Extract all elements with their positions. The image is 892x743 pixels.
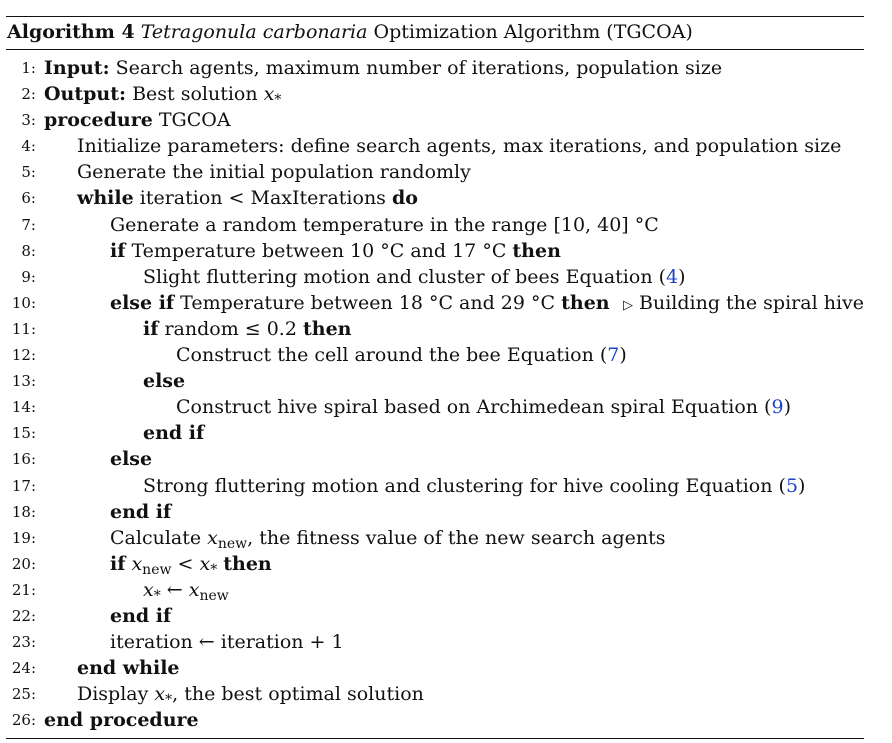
line-number: 17:: [11, 476, 36, 495]
line-number: 1:: [21, 59, 36, 77]
line-text: iteration ← iteration + 1: [110, 631, 344, 654]
line-number: 8:: [21, 241, 36, 260]
keyword: then: [561, 291, 610, 314]
algo-line: [6, 81, 864, 107]
line-number: 25:: [11, 685, 36, 704]
algo-line: [6, 290, 864, 316]
line-text: Temperature between 18 °C and 29 °C: [180, 291, 556, 314]
line-number: 5:: [21, 163, 36, 182]
algo-line: 14: Construct hive spiral based on Archimedean spiral Equation (9): [6, 394, 864, 420]
keyword: do: [391, 187, 418, 210]
line-text: Construct the cell around the bee Equation (: [176, 344, 608, 367]
algo-line: 19: Calculate $x_{new}$, the fitness value of the new search agents: [6, 525, 864, 551]
keyword: end if: [143, 422, 205, 445]
line-text: Slight fluttering motion and cluster of bees Equation (: [143, 265, 667, 288]
top-rule: [6, 16, 864, 17]
line-number: 4:: [21, 137, 36, 156]
caption-rule: [6, 49, 864, 50]
algorithm-name-italic: Tetragonula carbonaria: [140, 21, 368, 43]
line-text: iteration < MaxIterations: [139, 187, 386, 210]
keyword: else: [143, 370, 186, 393]
algo-line: [6, 159, 864, 185]
algo-line: [6, 603, 864, 629]
line-number: 14:: [11, 398, 36, 417]
keyword: else if: [110, 291, 175, 314]
keyword: procedure: [44, 109, 153, 132]
keyword: if: [110, 552, 126, 575]
line-number: 7:: [21, 215, 36, 234]
line-number: 18:: [11, 502, 36, 521]
line-number: 6:: [21, 189, 36, 208]
algo-line: [6, 185, 864, 211]
line-text: Strong fluttering motion and clustering for hive cooling Equation (: [143, 474, 786, 497]
line-number: 12:: [11, 346, 36, 365]
keyword: end procedure: [44, 709, 199, 732]
line-number: 23:: [11, 633, 36, 652]
line-number: 2:: [21, 85, 36, 104]
line-number: 20:: [11, 554, 36, 573]
algo-line: 25: Display $x_*$, the best optimal solution: [6, 681, 864, 707]
keyword: end if: [110, 500, 172, 523]
keyword: then: [302, 317, 352, 340]
algo-line: [6, 238, 864, 264]
keyword: end if: [110, 604, 172, 627]
equation-ref-link[interactable]: 4: [666, 265, 679, 288]
line-number: 22:: [11, 606, 36, 625]
keyword: Input:: [44, 57, 110, 79]
line-comment: ▷ Building the spiral hive: [622, 291, 864, 314]
line-text: TGCOA: [158, 109, 231, 132]
algo-line: [6, 707, 864, 733]
line-number: 3:: [21, 111, 36, 130]
keyword: end while: [77, 657, 180, 680]
algo-line: [6, 420, 864, 446]
keyword: if: [143, 317, 159, 340]
math-var: $x_*$: [143, 578, 161, 604]
equation-ref-link[interactable]: 7: [607, 344, 620, 367]
line-number: 19:: [11, 528, 36, 547]
equation-ref-link[interactable]: 9: [771, 396, 784, 419]
algo-line: [6, 551, 864, 577]
line-text: Generate a random temperature in the range [10, 40] °C: [110, 213, 659, 236]
line-text: Generate the initial population randomly: [77, 161, 471, 184]
algo-line: 12: Construct the cell around the bee Equation (7): [6, 342, 864, 368]
line-number: 15:: [11, 424, 36, 443]
line-text: Initialize parameters: define search agents, max iterations, and population size: [77, 135, 842, 158]
keyword: Output:: [44, 83, 127, 106]
keyword: else: [110, 448, 153, 471]
keyword: then: [512, 239, 561, 262]
algo-line: [6, 368, 864, 394]
math-var: $x_*$: [154, 683, 173, 709]
equation-ref-link[interactable]: 5: [785, 474, 799, 497]
algo-line: [6, 55, 864, 81]
algo-line: [6, 499, 864, 525]
algo-line: [6, 212, 864, 238]
line-text: Calculate: [110, 526, 202, 549]
math-operator: <: [177, 552, 194, 575]
line-number: 21:: [11, 580, 36, 599]
line-text: Display: [77, 683, 149, 706]
line-text: Construct hive spiral based on Archimedean spiral Equation (: [176, 396, 772, 419]
algo-line: [6, 107, 864, 133]
keyword: then: [223, 552, 272, 575]
algo-line: [6, 655, 864, 681]
algo-line: [6, 316, 864, 342]
algo-line: [6, 446, 864, 472]
line-number: 24:: [11, 659, 36, 678]
algo-line: [6, 133, 864, 159]
line-number: 10:: [11, 293, 36, 312]
keyword: while: [77, 187, 134, 210]
algorithm-name-rest: Optimization Algorithm (TGCOA): [373, 21, 693, 43]
math-var: $x_{new}$: [188, 578, 229, 604]
line-number: 16:: [11, 450, 36, 469]
line-text: Temperature between 10 °C and 17 °C: [131, 239, 507, 262]
algorithm-lines: [6, 55, 864, 733]
math-var: $x_*$: [263, 83, 282, 109]
bottom-rule: [6, 738, 864, 739]
line-text: random ≤ 0.2: [164, 317, 297, 340]
algo-line: 17: Strong fluttering motion and clustering for hive cooling Equation (5): [6, 473, 864, 499]
line-text: Best solution: [132, 83, 258, 106]
math-var: $x_*$: [199, 552, 218, 578]
algorithm-label: Algorithm 4: [7, 21, 135, 43]
line-number: 26:: [11, 711, 36, 730]
math-var: $x_{new}$: [207, 526, 248, 552]
math-var: $x_{new}$: [131, 552, 172, 578]
line-number: 11:: [11, 319, 36, 338]
algo-line: [6, 629, 864, 655]
line-number: 13:: [11, 372, 36, 391]
algorithm-caption: [7, 19, 693, 45]
algo-line: [6, 577, 864, 603]
math-operator: ←: [166, 578, 183, 601]
line-number: 9:: [21, 267, 36, 286]
algo-line: 9: Slight fluttering motion and cluster of bees Equation (4): [6, 264, 864, 290]
line-text: Search agents, maximum number of iterations, population size: [115, 57, 723, 79]
keyword: if: [110, 239, 126, 262]
comment-triangle-icon: ▷: [622, 297, 633, 313]
